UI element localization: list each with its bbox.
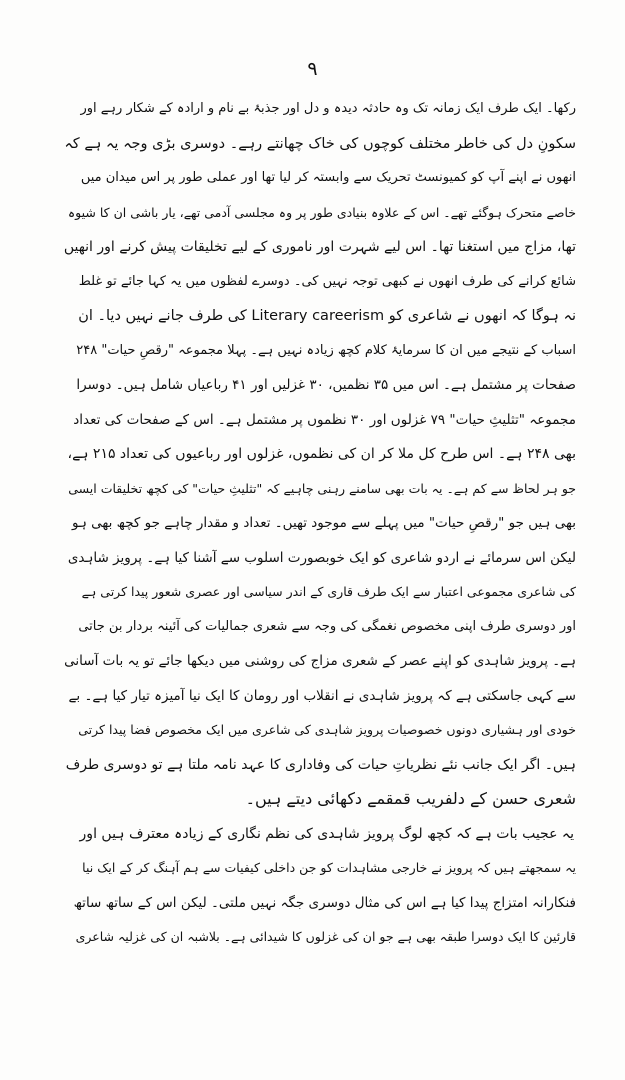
text-line: ہیں۔ اگر ایک جانب نئے نظریاتِ حیات کی وفاداری کا عہد نامہ ملتا ہے تو دوسری طرف <box>65 756 576 773</box>
text-line: فنکارانہ امتزاج پیدا کیا ہے اس کی مثال دوسری جگہ نہیں ملتی۔ لیکن اس کے ساتھ ساتھ <box>73 894 576 911</box>
page-number: ۹ <box>307 58 318 80</box>
text-line: اور دوسری طرف اپنی مخصوص نغمگی کی وجہ سے شعری جمالیات کی آئینہ بردار بن جاتی <box>78 618 576 634</box>
text-line: یہ سمجھتے ہیں کہ پرویز نے خارجی مشاہدات کو جن داخلی کیفیات سے ہم آہنگ کر کے ایک نیا <box>82 860 576 875</box>
text-line: انھوں نے اپنے آپ کو کمیونسٹ تحریک سے وابستہ کر لیا تھا اور عملی طور پر اس میدان میں <box>80 170 576 185</box>
text-line: لیکن اس سرمائے نے اردو شاعری کو ایک خوبصورت اسلوب سے آشنا کیا ہے۔ پرویز شاہدی <box>67 549 576 566</box>
text-line: خودی اور ہشیاری دونوں خصوصیات پرویز شاہدی کی شاعری میں ایک مخصوص فضا پیدا کرتی <box>78 722 576 737</box>
body-text <box>64 92 576 955</box>
text-line: یہ عجیب بات ہے کہ کچھ لوگ پرویز شاہدی کی نظم نگاری کے زیادہ معترف ہیں اور <box>79 825 574 842</box>
text-line: کی شاعری مجموعی اعتبار سے ایک طرف قاری کے اندر سیاسی اور عصری شعور پیدا کرتی ہے <box>81 584 576 599</box>
text-line: نہ ہوگا کہ انھوں نے شاعری کو Literary careerism کی طرف جانے نہیں دیا۔ ان <box>78 308 576 324</box>
text-line: اسباب کے نتیجے میں ان کا سرمایۂ کلام کچھ زیادہ نہیں ہے۔ پہلا مجموعہ "رقصِ حیات" ۲۴۸ <box>76 342 576 358</box>
text-line: تھا، مزاج میں استغنا تھا۔ اس لیے شہرت اور ناموری کے لیے تخلیقات پیش کرنے اور انھیں <box>64 239 576 255</box>
text-line: مجموعہ "تثلیثِ حیات" ۷۹ غزلوں اور ۳۰ نظموں پر مشتمل ہے۔ اس کے صفحات کی تعداد <box>73 411 576 428</box>
text-line: رکھا۔ ایک طرف ایک زمانہ تک وہ حادثہ دیدہ و دل اور جذبۂ بے نام و ارادہ کے شکار رہے اور <box>80 101 576 116</box>
text-line: ہے۔ پرویز شاہدی کو اپنے عصر کے شعری مزاج کی روشنی میں دیکھا جائے تو یہ بات آسانی <box>64 653 576 669</box>
text-line: بھی ۲۴۸ ہے۔ اس طرح کل ملا کر ان کی نظموں، غزلوں اور رباعیوں کی تعداد ۲۱۵ ہے، <box>67 446 576 462</box>
text-line: شائع کرانے کی طرف انھوں نے کبھی توجہ نہیں کی۔ دوسرے لفظوں میں یہ کہا جائے تو غلط <box>78 273 576 289</box>
text-line: صفحات پر مشتمل ہے۔ اس میں ۳۵ نظمیں، ۳۰ غزلیں اور ۴۱ رباعیاں شامل ہیں۔ دوسرا <box>76 377 576 393</box>
text-line: خاصے متحرک ہوگئے تھے۔ اس کے علاوہ بنیادی طور پر وہ مجلسی آدمی تھے، یار باشی ان کا شیوہ <box>67 204 576 220</box>
text-line: بھی ہیں جو "رقصِ حیات" میں پہلے سے موجود تھیں۔ تعداد و مقدار چاہے جو کچھ بھی ہو <box>71 515 576 531</box>
text-line: جو ہر لحاظ سے کم ہے۔ یہ بات بھی سامنے رہنی چاہیے کہ "تثلیثِ حیات" کی کچھ تخلیقات ایسی <box>68 480 576 496</box>
text-line: قارئین کا ایک دوسرا طبقہ بھی ہے جو ان کی غزلوں کا شیدائی ہے۔ بلاشبہ ان کی غزلیہ شاعری <box>75 929 576 944</box>
text-line: شعری حسن کے دلفریب قمقمے دکھائی دیتے ہیں۔ <box>245 789 576 808</box>
text-line: سے کہی جاسکتی ہے کہ پرویز شاہدی نے انقلاب اور رومان کا ایک نیا آمیزہ تیار کیا ہے۔ بے <box>68 687 576 704</box>
text-line: سکونِ دل کی خاطر مختلف کوچوں کی خاک چھانتے رہے۔ دوسری بڑی وجہ یہ ہے کہ <box>64 135 576 152</box>
